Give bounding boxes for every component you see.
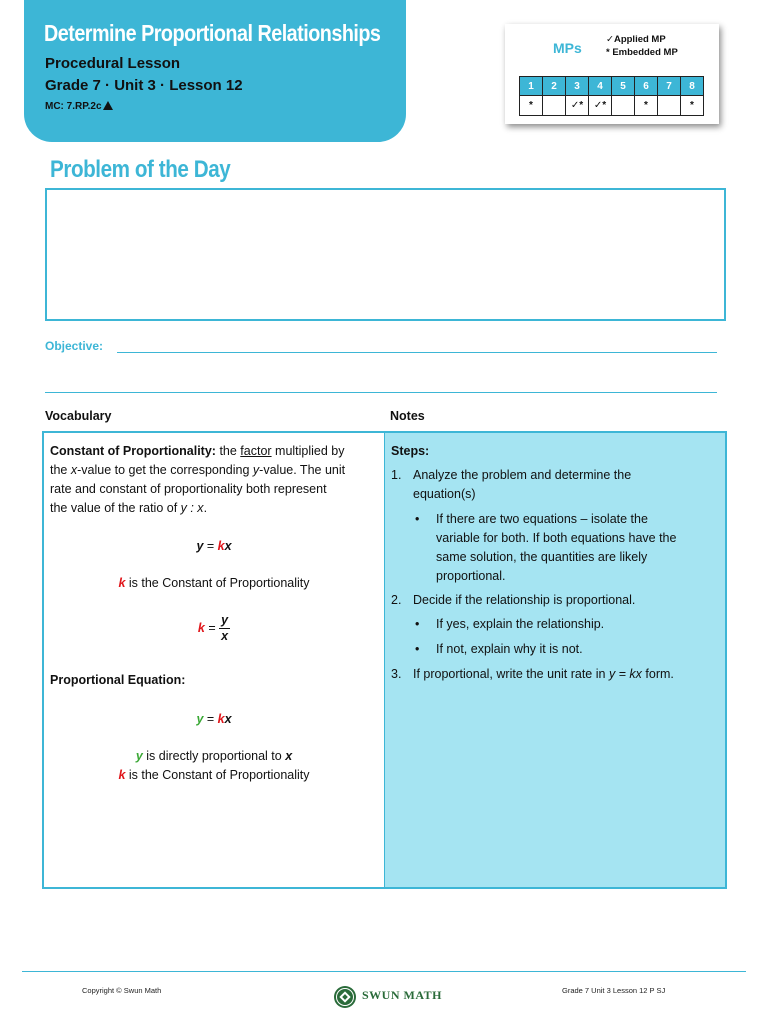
footer-divider [22,971,746,972]
mp-mark: * [520,96,543,116]
k2-desc-text: is the Constant of Proportionality [125,768,310,782]
bullet-3-text: If not, explain why it is not. [436,642,583,656]
step-3-equation: y = kx [608,667,642,681]
step-2-number: 2. [391,593,402,607]
def-text: -value. The unit [259,463,346,477]
eq-equals: = [203,539,218,553]
mp-mark: * [681,96,704,116]
eq2-k: k [217,712,225,726]
k-fraction-equation [44,613,384,644]
def-line-1 [50,442,380,461]
footer-lesson-code: Grade 7 Unit 3 Lesson 12 P SJ [562,986,666,995]
objective-line-1[interactable] [117,352,717,353]
step-1-line-2: equation(s) [413,487,476,501]
logo-text: SWUN MATH [362,988,442,1002]
mp-number: 3 [566,77,589,96]
step-1-line-1: Analyze the problem and determine the [413,468,632,482]
standard-code [45,101,113,112]
mp-table [519,76,704,116]
term-constant: Constant of Proportionality: [50,444,216,458]
prop-y: y [135,749,143,763]
legend-applied: ✓Applied MP [606,34,666,45]
vocab-definition [50,442,380,518]
bullet-1-line-3: same solution, the quantities are likely [436,550,648,564]
eq2-equals: = [203,712,218,726]
fraction [219,613,230,644]
mp-mark [658,96,681,116]
problem-of-day-box[interactable] [45,188,726,321]
mp-number: 8 [681,77,704,96]
mp-mark [612,96,635,116]
def-line-2 [50,461,380,480]
bullet-1-line-4: proportional. [436,569,506,583]
eq-x: x [224,539,232,553]
lesson-title: Determine Proportional Relationships [44,20,381,46]
frac-k: k [197,620,205,635]
k-var: k [118,576,126,590]
proportional-description [44,747,384,766]
bullet-1-line-1: If there are two equations – isolate the [436,512,648,526]
def-var-x: x [70,463,78,477]
step-3-number: 3. [391,667,402,681]
mp-number: 4 [589,77,612,96]
step-3-text-b: form. [641,667,674,681]
mp-number: 1 [520,77,543,96]
mp-label: MPs [553,40,582,56]
vocabulary-box [42,431,386,889]
vocabulary-header: Vocabulary [45,409,112,423]
def-text: the [50,463,71,477]
def-var-y: y [252,463,260,477]
equation-y-kx-2 [44,710,384,729]
standard-code-text: MC: 7.RP.2c [45,101,102,112]
mp-mark: ✓* [589,96,612,116]
mp-number: 7 [658,77,681,96]
k2-var: k [118,768,126,782]
def-text: the [215,444,241,458]
grade-unit-lesson: Grade 7 · Unit 3 · Lesson 12 [45,77,243,94]
eq-y: y [196,539,204,553]
mp-box [505,24,719,124]
def-text: multiplied by [271,444,345,458]
fraction-denominator: x [221,629,229,643]
mp-number: 5 [612,77,635,96]
bullet-1-text [436,510,721,586]
step-3-text [413,665,674,684]
def-factor: factor [240,444,272,458]
def-text: -value to get the corresponding [77,463,253,477]
mp-number: 6 [635,77,658,96]
equation-y-kx [44,537,384,556]
mp-legend [606,33,678,59]
def-line-4 [50,499,380,518]
mp-mark: ✓* [566,96,589,116]
mp-mark [543,96,566,116]
prop-x: x [285,749,293,763]
k-desc-text: is the Constant of Proportionality [125,576,310,590]
def-text: . [203,501,208,515]
header-banner [24,0,406,142]
bullet-icon: • [415,642,420,656]
step-1-text [413,466,713,504]
mp-mark: * [635,96,658,116]
step-1-number: 1. [391,468,402,482]
objective-line-2[interactable] [45,392,717,393]
term-proportional-equation [50,671,185,690]
bullet-icon: • [415,512,420,526]
notes-header: Notes [390,409,425,423]
bullet-icon: • [415,617,420,631]
copyright: Copyright © Swun Math [82,986,162,995]
step-3-text-a: If proportional, write the unit rate in [413,667,609,681]
term2-text: Proportional Equation: [50,673,186,687]
notes-box [384,431,727,889]
eq2-y: y [196,712,204,726]
def-ratio: y : x [180,501,204,515]
bullet-2-text: If yes, explain the relationship. [436,617,605,631]
step-2-text: Decide if the relationship is proportional. [413,593,636,607]
logo-mark-icon [333,985,357,1009]
fraction-numerator: y [221,613,229,627]
swun-math-logo [333,983,443,1011]
def-text: the value of the ratio of [50,501,181,515]
k-description [44,574,384,593]
k-description-2 [44,766,384,785]
bullet-1-line-2: variable for both. If both equations have the [436,531,677,545]
eq-k: k [217,539,225,553]
steps-label-text: Steps: [391,444,430,458]
objective-label: Objective: [45,339,104,353]
triangle-icon [103,101,113,110]
legend-embedded: * Embedded MP [606,47,678,58]
mp-number: 2 [543,77,566,96]
def-line-3: rate and constant of proportionality both represent [50,482,327,496]
eq2-x: x [224,712,232,726]
frac-equals: = [204,620,220,635]
prop-desc-text: is directly proportional to [142,749,286,763]
problem-of-day-title: Problem of the Day [50,156,231,183]
steps-label [391,442,429,461]
lesson-type: Procedural Lesson [45,55,181,72]
